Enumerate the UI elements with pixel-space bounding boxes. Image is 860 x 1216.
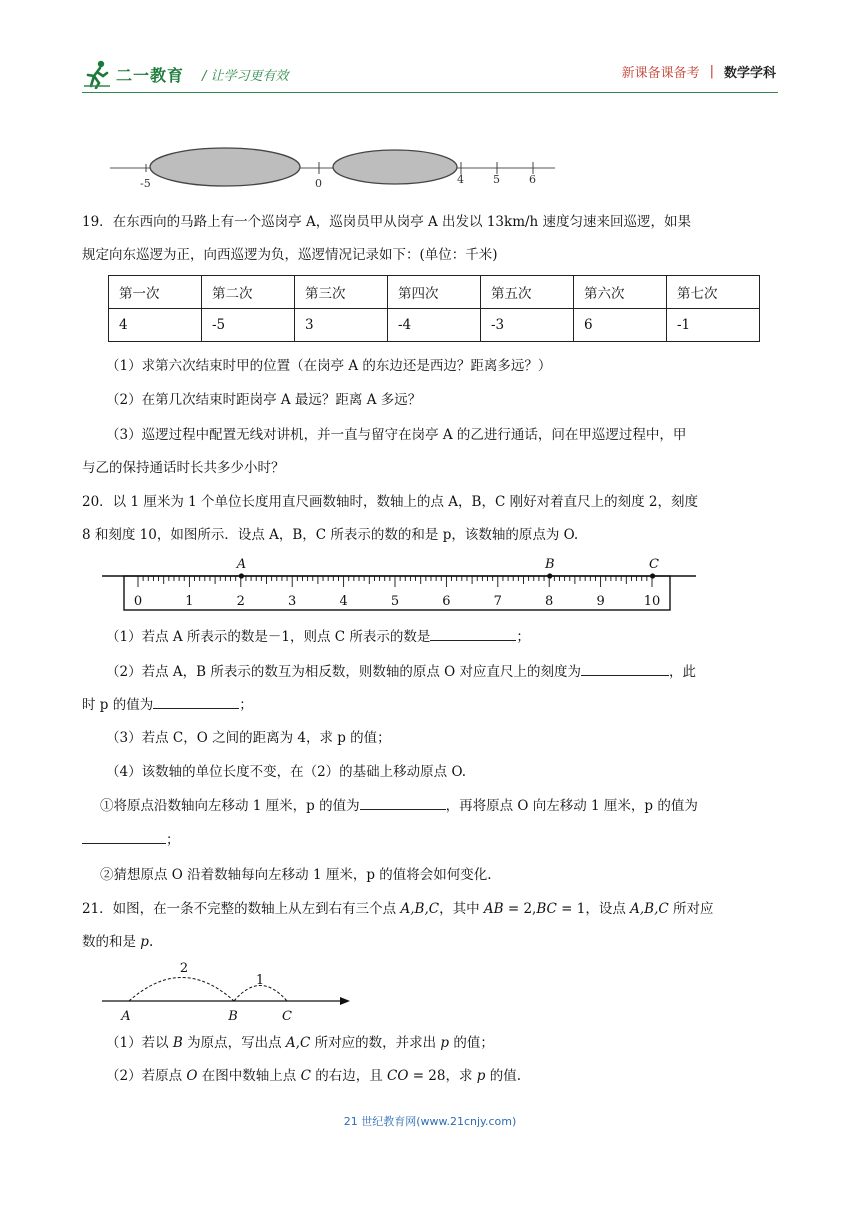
patrol-record-table — [108, 275, 760, 342]
q21-var: p — [440, 1035, 450, 1051]
answer-blank[interactable] — [430, 626, 516, 641]
ruler-label: 0 — [133, 594, 143, 609]
header-brand — [82, 56, 289, 92]
table-row — [109, 276, 760, 309]
ruler-label: 1 — [185, 594, 194, 609]
answer-blank[interactable] — [360, 795, 446, 810]
arc-label-1: 1 — [255, 973, 265, 988]
shaded-blob-left — [150, 148, 300, 186]
q21-text: 在图中数轴上点 — [197, 1068, 301, 1084]
q21-text: 为原点，写出点 — [182, 1035, 286, 1051]
table-header-cell: 第七次 — [667, 276, 760, 309]
q21-text: 所对应的数，并求出 — [310, 1035, 441, 1051]
table-header-cell: 第六次 — [574, 276, 667, 309]
q20-sub1-end: ； — [166, 832, 180, 848]
q20-part2-line1 — [106, 661, 696, 683]
tick-label: 6 — [529, 173, 536, 186]
ruler-label: 5 — [390, 594, 400, 609]
point-label-c: C — [649, 557, 659, 572]
header-course-label: 新课备课备考 — [621, 66, 700, 81]
q21-var: O — [186, 1068, 198, 1084]
table-header-cell: 第三次 — [295, 276, 388, 309]
table-header-cell: 第二次 — [202, 276, 295, 309]
q21-line2 — [82, 931, 153, 953]
point-b — [547, 573, 552, 578]
q21-var: CO — [387, 1068, 409, 1084]
ruler-label: 6 — [442, 594, 451, 609]
ruler-label: 10 — [643, 594, 661, 609]
q21-var: BC — [536, 901, 557, 917]
q21-var: C — [300, 1068, 311, 1084]
q20-part4: （4）该数轴的单位长度不变，在（2）的基础上移动原点 O. — [106, 764, 467, 780]
q20-sub1-line1 — [100, 795, 698, 817]
q21-text: 21．如图，在一条不完整的数轴上从左到右有三个点 — [82, 901, 401, 917]
q20-sub2: ②猜想原点 O 沿着数轴每向左移动 1 厘米，p 的值将会如何变化. — [100, 867, 492, 883]
tick-label: 4 — [457, 173, 464, 186]
table-cell: -3 — [481, 309, 574, 342]
ruler-number-line — [100, 556, 700, 614]
arc-label-2: 2 — [179, 961, 189, 976]
header-slogan: / 让学习更有效 — [202, 68, 289, 84]
header-separator: | — [709, 64, 714, 79]
shaded-blob-right — [333, 150, 457, 184]
table-cell: 6 — [574, 309, 667, 342]
q20-line2: 8 和刻度 10，如图所示．设点 A，B，C 所表示的数的和是 p，该数轴的原点为 O. — [82, 527, 579, 543]
header-subject: 数学学科 — [723, 66, 776, 81]
ruler-label: 7 — [493, 594, 502, 609]
q21-var: B — [172, 1035, 183, 1051]
ruler-label: 8 — [545, 594, 554, 609]
table-cell: -4 — [388, 309, 481, 342]
q20-part2-line2 — [82, 694, 253, 716]
q20-sub1-text-b: ，再将原点 O 向左移动 1 厘米，p 的值为 — [445, 798, 698, 814]
point-c — [650, 573, 655, 578]
ruler-label: 4 — [339, 594, 348, 609]
q20-part2-text-b: ，此 — [669, 664, 696, 680]
point-label-b: B — [228, 1009, 238, 1024]
q21-var: AB — [483, 901, 504, 917]
q21-text: （1）若以 — [106, 1035, 173, 1051]
q21-line1 — [82, 898, 714, 920]
table-cell: 4 — [109, 309, 202, 342]
runner-logo-icon — [82, 59, 112, 89]
arrow-right-icon — [340, 997, 350, 1005]
table-cell: -1 — [667, 309, 760, 342]
q19-line2: 规定向东巡逻为正，向西巡逻为负，巡逻情况记录如下：(单位：千米) — [82, 247, 498, 263]
q20-part2-end: ； — [239, 697, 253, 713]
answer-blank[interactable] — [581, 661, 669, 676]
header-right — [622, 62, 776, 81]
logo-text: 二一教育 — [116, 65, 185, 85]
footer-source[interactable]: 21 世纪教育网(www.21cnjy.com) — [343, 1115, 517, 1128]
q21-text: . — [148, 934, 154, 950]
number-line-with-blobs — [100, 140, 560, 194]
q20-sub1-text: ①将原点沿数轴向左移动 1 厘米，p 的值为 — [100, 798, 360, 814]
point-label-c: C — [282, 1009, 292, 1024]
q21-text: ，其中 — [439, 901, 484, 917]
q19-line1: 19．在东西向的马路上有一个巡岗亭 A，巡岗员甲从岗亭 A 出发以 13km/h 速度匀速来回巡逻，如果 — [82, 214, 692, 230]
tick-label: -5 — [140, 177, 151, 190]
q21-text: 所对应 — [668, 901, 714, 917]
q20-line1: 20．以 1 厘米为 1 个单位长度用直尺画数轴时，数轴上的点 A，B，C 刚好对着直尺上的刻度 2，刻度 — [82, 494, 698, 510]
point-label-b: B — [545, 557, 555, 572]
point-label-a: A — [236, 557, 247, 572]
q21-text: （2）若原点 — [106, 1068, 187, 1084]
q20-part1-text: （1）若点 A 所表示的数是－1，则点 C 所表示的数是 — [106, 629, 431, 645]
table-header-cell: 第一次 — [109, 276, 202, 309]
q19-part2: （2）在第几次结束时距岗亭 A 最远？距离 A 多远？ — [106, 392, 422, 408]
q20-part1-end: ； — [516, 629, 530, 645]
tick-label: 0 — [315, 177, 322, 190]
answer-blank[interactable] — [82, 829, 166, 844]
q19-part1: （1）求第六次结束时甲的位置（在岗亭 A 的东边还是西边？距离多远？） — [106, 358, 552, 374]
table-cell: 3 — [295, 309, 388, 342]
q21-text: = 1，设点 — [556, 901, 631, 917]
q21-text: = 2, — [503, 901, 537, 917]
q21-var: A,B,C — [630, 901, 669, 917]
q21-text: 数的和是 — [82, 934, 141, 950]
table-cell: -5 — [202, 309, 295, 342]
q21-var: p — [140, 934, 149, 950]
q20-sub1-line2 — [82, 829, 180, 851]
q21-text: 的值； — [449, 1035, 494, 1051]
q20-part2-text-c: 时 p 的值为 — [82, 697, 154, 713]
q19-part3-line2: 与乙的保持通话时长共多少小时？ — [82, 460, 285, 476]
point-label-a: A — [121, 1009, 131, 1024]
q21-text: 的值. — [485, 1068, 522, 1084]
table-header-cell: 第四次 — [388, 276, 481, 309]
ruler-label: 9 — [596, 594, 605, 609]
table-row — [109, 309, 760, 342]
table-header-cell: 第五次 — [481, 276, 574, 309]
q19-part3-line1: （3）巡逻过程中配置无线对讲机，并一直与留守在岗亭 A 的乙进行通话，问在甲巡逻过程中，甲 — [106, 427, 687, 443]
q21-var: A,B,C — [400, 901, 440, 917]
q20-part3: （3）若点 C，O 之间的距离为 4，求 p 的值； — [106, 730, 391, 746]
q20-part1 — [106, 626, 530, 648]
q21-text: 的右边，且 — [310, 1068, 387, 1084]
q21-text: = 28，求 — [408, 1068, 477, 1084]
q20-part2-text: （2）若点 A，B 所表示的数互为相反数，则数轴的原点 O 对应直尺上的刻度为 — [106, 664, 581, 680]
q21-part1 — [106, 1032, 494, 1054]
q21-var: p — [476, 1068, 486, 1084]
arc-ab — [129, 978, 234, 1002]
ruler-label: 3 — [288, 594, 297, 609]
answer-blank[interactable] — [153, 694, 239, 709]
point-a — [239, 573, 244, 578]
q21-part2 — [106, 1065, 521, 1087]
ruler-label: 2 — [236, 594, 245, 609]
header-divider — [82, 92, 778, 93]
tick-label: 5 — [493, 173, 500, 186]
q21-var: A,C — [285, 1035, 311, 1051]
arc-number-line — [96, 958, 358, 1024]
